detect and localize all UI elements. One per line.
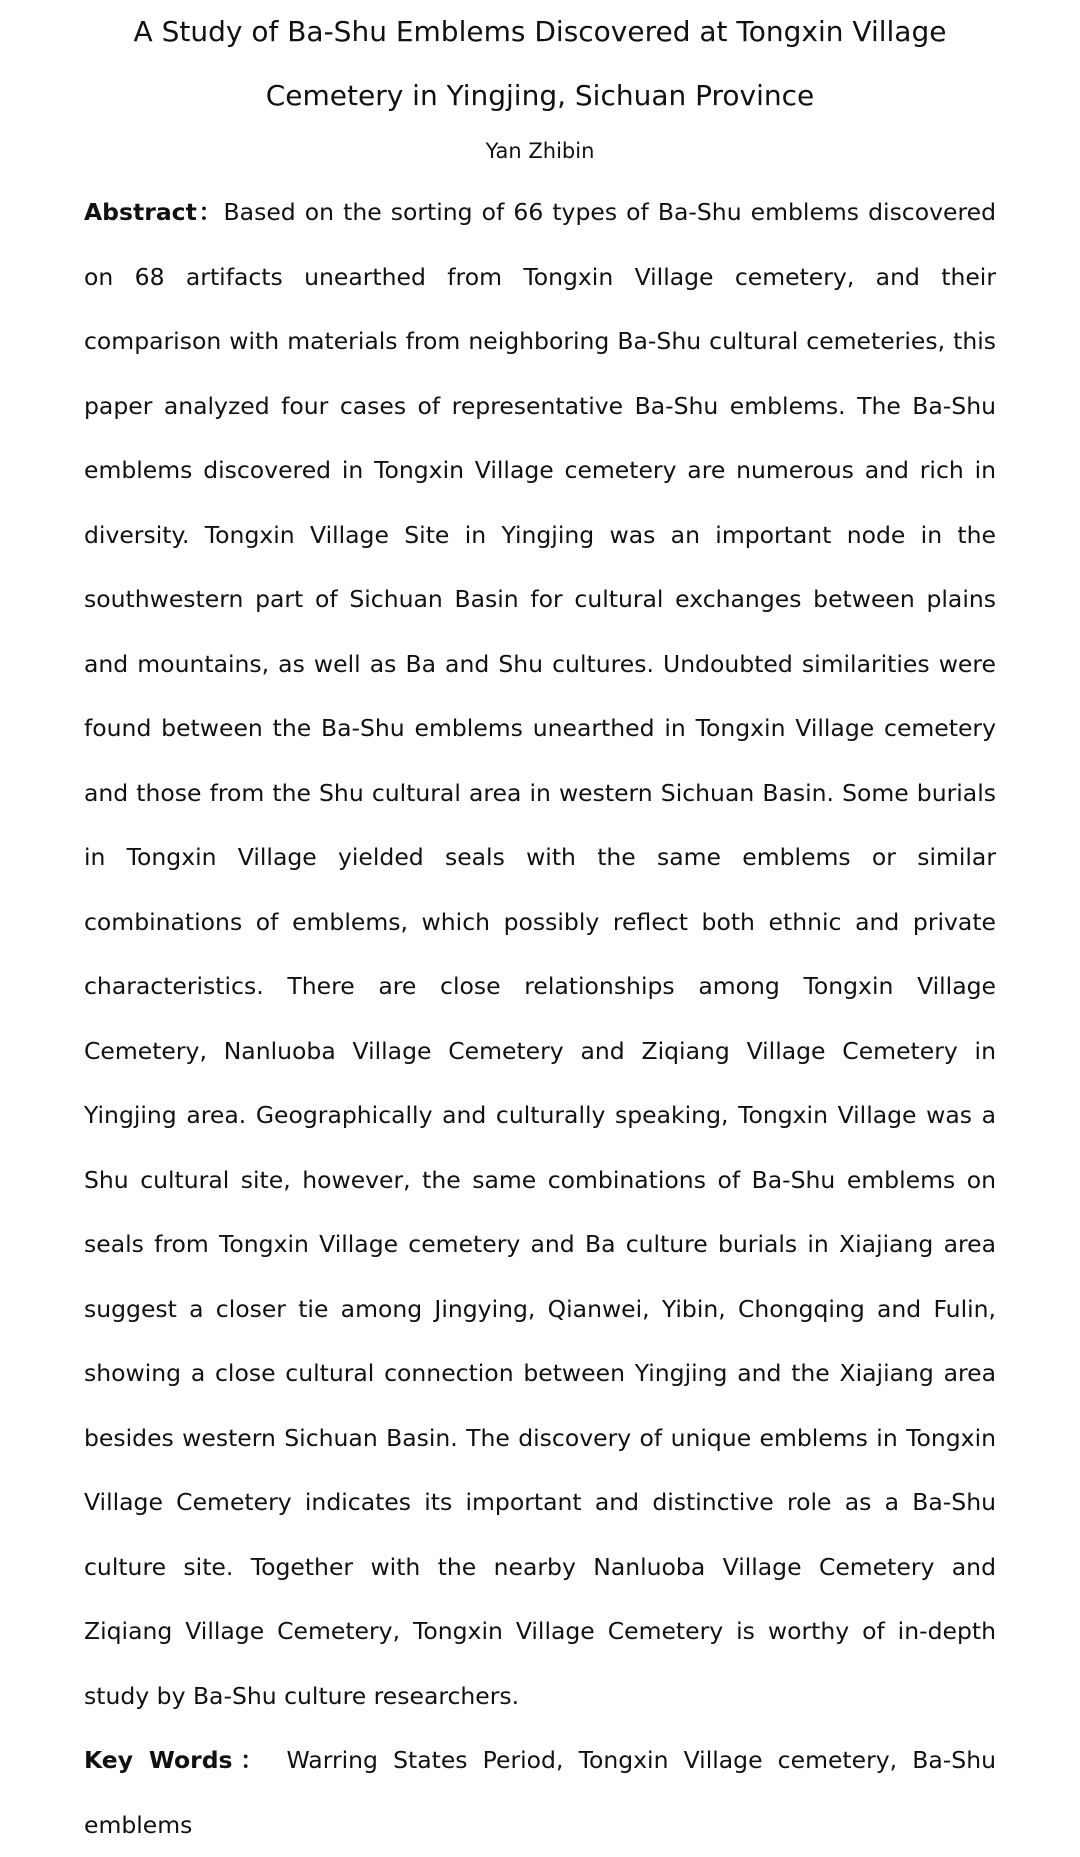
abstract-label: Abstract： [84,198,224,226]
abstract-paragraph [84,180,996,1728]
abstract-text: Based on the sorting of 66 types of Ba-Shu emblems discovered on 68 artifacts unearthed from Tongxin Village cemetery, and their comparison with materials from neighboring Ba-Shu cultural cemeteries, this paper analyzed four cases of representative Ba-Shu emblems. The Ba-Shu emblems discovered in Tongxin Village cemetery are numerous and rich in diversity. Tongxin Village Site in Yingjing was an important node in the southwestern part of Sichuan Basin for cultural exchanges between plains and mountains, as well as Ba and Shu cultures. Undoubted similarities were found between the Ba-Shu emblems unearthed in Tongxin Village cemetery and those from the Shu cultural area in western Sichuan Basin. Some burials in Tongxin Village yielded seals with the same emblems or similar combinations of emblems, which possibly reflect both ethnic and private characteristics. There are close relationships among Tongxin Village Cemetery, Nanluoba Village Cemetery and Ziqiang Village Cemetery in Yingjing area. Geographically and culturally speaking, Tongxin Village was a Shu cultural site, however, the same combinations of Ba-Shu emblems on seals from Tongxin Village cemetery and Ba culture burials in Xiajiang area suggest a closer tie among Jingying, Qianwei, Yibin, Chongqing and Fulin, showing a close cultural connection between Yingjing and the Xiajiang area besides western Sichuan Basin. The discovery of unique emblems in Tongxin Village Cemetery indicates its important and distinctive role as a Ba-Shu culture site. Together with the nearby Nanluoba Village Cemetery and Ziqiang Village Cemetery, Tongxin Village Cemetery is worthy of in-depth study by Ba-Shu culture researchers. [84,198,996,1710]
keywords-label: Key Words： [84,1746,272,1774]
title-line-1: A Study of Ba-Shu Emblems Discovered at Tongxin Village [133,15,947,48]
keywords-paragraph [84,1728,996,1857]
title-line-2: Cemetery in Yingjing, Sichuan Province [265,79,815,112]
author-name: Yan Zhibin [485,139,595,163]
keywords-text: Warring States Period, Tongxin Village cemetery, Ba-Shu emblems [84,1746,996,1839]
paper-title [84,0,996,128]
